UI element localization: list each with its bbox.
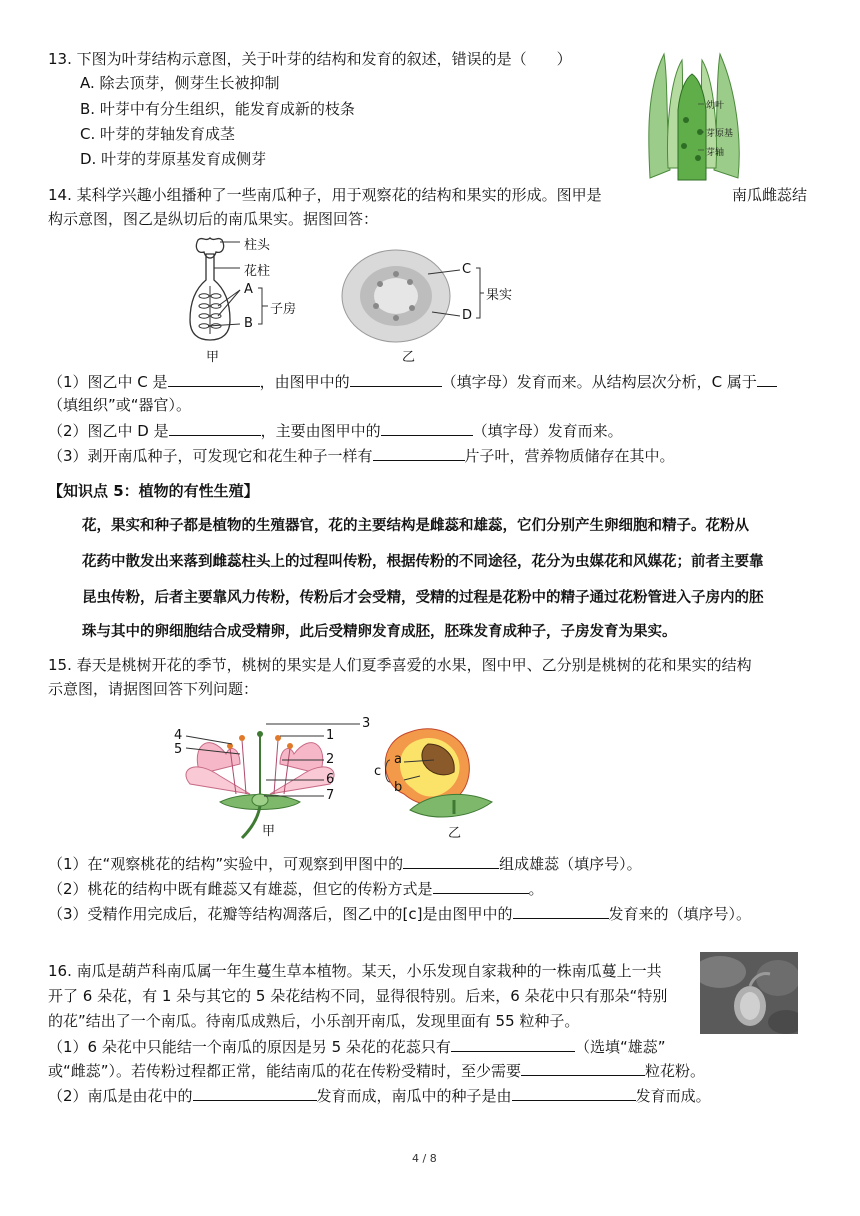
- q16-q2-blank-seed-origin[interactable]: [512, 1084, 636, 1101]
- q14-q3-text-a: （3）剥开南瓜种子，可发现它和花生种子一样有: [48, 447, 373, 465]
- q14-q1-text-c: （填字母）发育而来。从结构层次分析，C 属于: [441, 373, 757, 391]
- q13-option-b: B. 叶芽中有分生组织，能发育成新的枝条: [80, 100, 355, 118]
- peach-fruit-figure: [370, 722, 500, 840]
- q15-q2-text-a: （2）桃花的结构中既有雌蕊又有雄蕊，但它的传粉方式是: [48, 880, 433, 898]
- q15-q1-text-a: （1）在“观察桃花的结构”实验中，可观察到甲图中的: [48, 855, 404, 873]
- q14-q1-blank-c[interactable]: [168, 370, 260, 387]
- pistil-caption: 甲: [206, 350, 220, 365]
- peach-fruit-label-b: b: [394, 780, 403, 795]
- leaf-bud-label-young-leaf: 幼叶: [706, 101, 725, 111]
- flower-label-4: 4: [174, 728, 183, 743]
- q16-q1-text-d: 粒花粉。: [645, 1062, 706, 1080]
- q15-q1-text-b: 组成雄蕊（填序号）。: [499, 855, 642, 873]
- q16-q1-text-a: （1）6 朵花中只能结一个南瓜的原因是另 5 朵花的花蕊只有: [48, 1038, 451, 1056]
- q14-q2-text-b: ，主要由图甲中的: [260, 422, 381, 440]
- q15-q1-blank-stamen[interactable]: [403, 852, 499, 869]
- kp5-title: 【知识点 5：植物的有性生殖】: [48, 482, 259, 500]
- pumpkin-fruit-figure: [340, 246, 540, 364]
- q15-q1-line: [48, 852, 642, 875]
- fruit-label-c: C: [462, 262, 472, 277]
- q13-option-a: A. 除去顶芽，侧芽生长被抑制: [80, 74, 280, 92]
- q14-q1-blank-level[interactable]: [757, 370, 777, 387]
- peach-flower-figure: [170, 714, 380, 840]
- q15-q2-line: [48, 877, 544, 900]
- q15-q3-line: [48, 902, 751, 925]
- q16-q2-text-b: 发育而成，南瓜中的种子是由: [316, 1087, 512, 1105]
- q14-q3-line: [48, 444, 675, 467]
- peach-fruit-label-a: a: [394, 752, 402, 767]
- kp5-line-4: 珠与其中的卵细胞结合成受精卵，此后受精卵发育成胚，胚珠发育成种子，子房发育为果实。: [82, 623, 677, 640]
- page-number: 4 / 8: [412, 1152, 437, 1165]
- flower-label-3: 3: [362, 716, 371, 731]
- q14-q2-blank-origin[interactable]: [381, 419, 473, 436]
- q15-stem-b: 示意图，请据图回答下列问题：: [48, 680, 259, 698]
- leaf-bud-label-bud-primordium: 芽原基: [706, 129, 734, 139]
- q15-q3-blank-origin[interactable]: [513, 902, 609, 919]
- q14-q2-text-c: （填字母）发育而来。: [472, 422, 623, 440]
- flower-label-5: 5: [174, 742, 183, 757]
- q14-q1-line1: [48, 370, 777, 393]
- q16-q2-text-a: （2）南瓜是由花中的: [48, 1087, 193, 1105]
- q15-stem-a: 15. 春天是桃树开花的季节，桃树的果实是人们夏季喜爱的水果，图中甲、乙分别是桃树的花和果实的结构: [48, 656, 752, 674]
- q15-q2-blank-pollination[interactable]: [433, 877, 529, 894]
- q16-stem-c: 的花”结出了一个南瓜。待南瓜成熟后，小乐剖开南瓜，发现里面有 55 粒种子。: [48, 1012, 580, 1030]
- q15-q3-text-a: （3）受精作用完成后，花瓣等结构凋落后，图乙中的[c]是由图甲中的: [48, 905, 513, 923]
- leaf-bud-label-bud-axis: 芽轴: [706, 148, 725, 158]
- peach-fruit-label-c: c: [374, 764, 382, 779]
- q16-q2-line: [48, 1084, 711, 1107]
- flower-caption: 甲: [262, 824, 276, 839]
- flower-label-6: 6: [326, 772, 335, 787]
- pistil-label-ovary: 子房: [270, 302, 297, 317]
- q16-q2-text-c: 发育而成。: [635, 1087, 711, 1105]
- q16-q1-line1: [48, 1035, 665, 1058]
- q16-stem-b: 开了 6 朵花，有 1 朵与其它的 5 朵花结构不同，显得很特别。后来，6 朵花中只有那朵“特别: [48, 987, 668, 1005]
- q14-q3-text-b: 片子叶，营养物质储存在其中。: [464, 447, 675, 465]
- q15-q3-text-b: 发育来的（填序号）。: [608, 905, 752, 923]
- flower-label-1: 1: [326, 728, 335, 743]
- leaf-bud-figure: [640, 50, 750, 182]
- q13-stem: 13. 下图为叶芽结构示意图，关于叶芽的结构和发育的叙述，错误的是（ ）: [48, 50, 572, 68]
- q14-stem-b: 南瓜雌蕊结: [732, 186, 808, 204]
- q15-q2-text-b: 。: [528, 880, 544, 898]
- q14-stem-c: 构示意图，图乙是纵切后的南瓜果实。据图回答：: [48, 210, 379, 228]
- q14-q1-line2: （填组织”或“器官）。: [48, 396, 192, 414]
- q13-option-c: C. 叶芽的芽轴发育成茎: [80, 125, 236, 143]
- q16-q1-blank-pollen-count[interactable]: [521, 1059, 645, 1076]
- pistil-label-b: B: [244, 316, 253, 331]
- pumpkin-pistil-figure: [184, 234, 314, 365]
- fruit-label-d: D: [462, 308, 473, 323]
- q16-q1-blank-stamen-or-pistil[interactable]: [451, 1035, 575, 1052]
- q14-q2-text-a: （2）图乙中 D 是: [48, 422, 169, 440]
- flower-label-2: 2: [326, 752, 335, 767]
- fruit-caption: 乙: [402, 350, 416, 365]
- q16-q2-blank-fruit-origin[interactable]: [193, 1084, 317, 1101]
- kp5-line-3: 昆虫传粉，后者主要靠风力传粉，传粉后才会受精，受精的过程是花粉中的精子通过花粉管进入子房内的胚: [82, 589, 764, 606]
- q14-stem-a: 14. 某科学兴趣小组播种了一些南瓜种子，用于观察花的结构和果实的形成。图甲是: [48, 186, 602, 204]
- pistil-label-style: 花柱: [244, 264, 271, 279]
- q14-q2-line: [48, 419, 623, 442]
- q16-stem-a: 16. 南瓜是葫芦科南瓜属一年生蔓生草本植物。某天，小乐发现自家栽种的一株南瓜蔓上一共: [48, 962, 662, 980]
- q14-q1-text-a: （1）图乙中 C 是: [48, 373, 168, 391]
- q13-option-d: D. 叶芽的芽原基发育成侧芽: [80, 150, 267, 168]
- q14-q2-blank-d[interactable]: [169, 419, 261, 436]
- kp5-line-1: 花，果实和种子都是植物的生殖器官，花的主要结构是雌蕊和雄蕊，它们分别产生卵细胞和精子。花粉从: [82, 517, 749, 534]
- q16-q1-text-c: 或“雌蕊”）。若传粉过程都正常，能结南瓜的花在传粉受精时，至少需要: [48, 1062, 522, 1080]
- kp5-line-2: 花药中散发出来落到雌蕊柱头上的过程叫传粉，根据传粉的不同途径，花分为虫媒花和风媒花；前者主要靠: [82, 553, 764, 570]
- fruit-label-fruit: 果实: [486, 288, 513, 303]
- q14-q3-blank-cotyledon[interactable]: [373, 444, 465, 461]
- pumpkin-flower-photo: [700, 952, 798, 1034]
- pistil-label-a: A: [244, 282, 253, 297]
- q16-q1-text-b: （选填“雄蕊”: [574, 1038, 666, 1056]
- q14-q1-blank-origin[interactable]: [350, 370, 442, 387]
- q14-q1-text-b: ，由图甲中的: [259, 373, 350, 391]
- pistil-label-stigma: 柱头: [244, 238, 271, 253]
- peach-fruit-caption: 乙: [448, 826, 462, 841]
- q16-q1-line2: [48, 1059, 705, 1082]
- flower-label-7: 7: [326, 788, 335, 803]
